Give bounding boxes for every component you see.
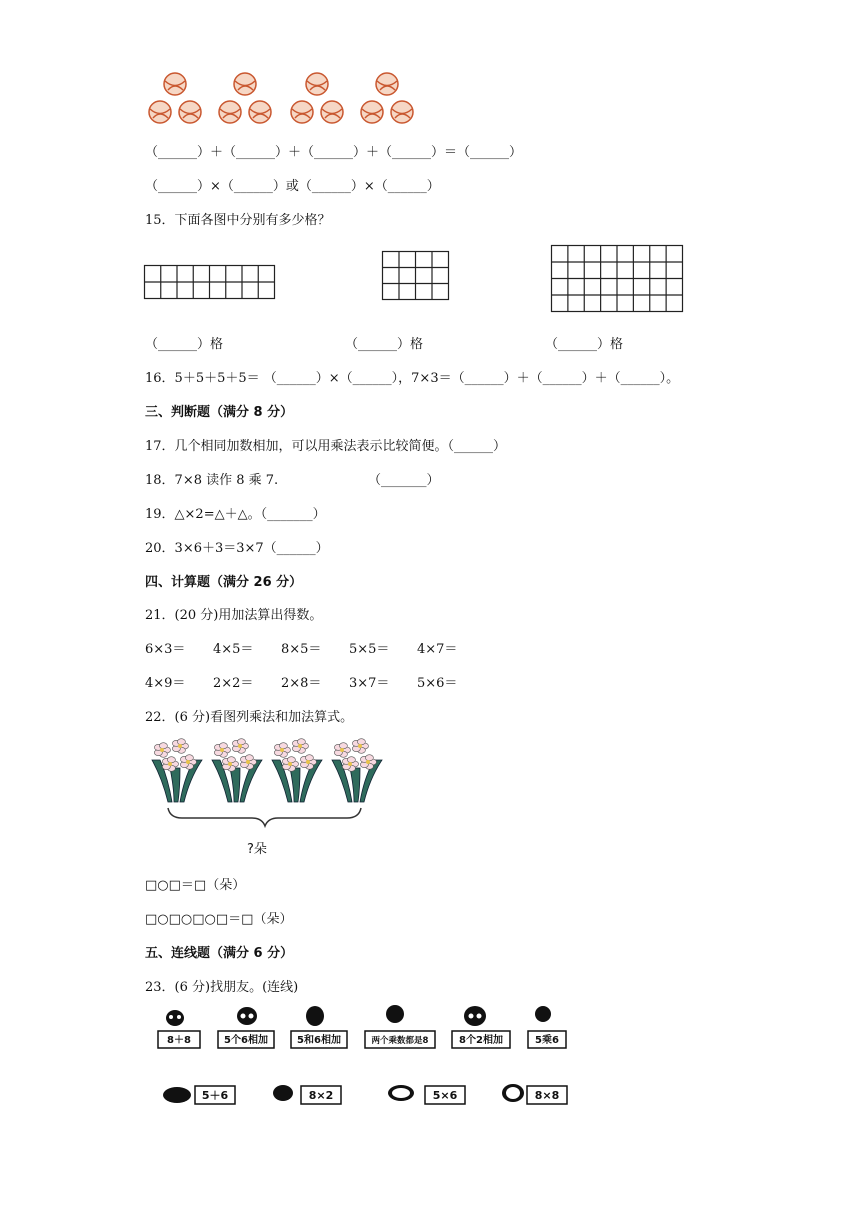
grid-3 bbox=[551, 245, 685, 315]
q19-text: 19．△×2=△＋△。（_______） bbox=[145, 507, 326, 522]
ball-icon bbox=[291, 101, 313, 123]
q21-row1-item: 5×5＝ bbox=[349, 642, 390, 657]
card-5-and-6: 5和6相加 bbox=[297, 1035, 341, 1046]
ball-icon bbox=[361, 101, 383, 123]
ball-icon bbox=[249, 101, 271, 123]
q23-title: 23．(6 分)找朋友。(连线) bbox=[145, 980, 299, 995]
q21-row2-item: 5×6＝ bbox=[417, 676, 458, 691]
q23-bottom-row bbox=[155, 1075, 575, 1115]
ball-icon bbox=[306, 73, 328, 95]
q21-row2-item: 2×8＝ bbox=[281, 676, 322, 691]
q15-answer-2: （______）格 bbox=[345, 337, 424, 352]
card-8-times-2: 8×2 bbox=[308, 1089, 334, 1102]
ant-icon bbox=[273, 1085, 293, 1101]
grid-2 bbox=[382, 251, 452, 301]
q21-row1-item: 6×3＝ bbox=[145, 642, 186, 657]
flower-clump-icon bbox=[272, 739, 322, 802]
q21-row2-item: 2×2＝ bbox=[213, 676, 254, 691]
q14-multiplication-line: （______）×（______）或（______）×（______） bbox=[145, 179, 440, 194]
q15-title: 15．下面各图中分别有多少格？ bbox=[145, 213, 331, 228]
q20-text: 20．3×6＋3＝3×7（______） bbox=[145, 541, 329, 556]
q21-row1-item: 8×5＝ bbox=[281, 642, 322, 657]
bird-icon bbox=[163, 1087, 191, 1103]
card-both-8: 两个乘数都是8 bbox=[371, 1036, 429, 1046]
card-8-times-8: 8×8 bbox=[534, 1089, 560, 1102]
card-5x6: 5×6 bbox=[432, 1089, 458, 1102]
card-5-times-6: 5乘6 bbox=[535, 1035, 559, 1046]
flower-clump-icon bbox=[212, 739, 262, 802]
q23-top-row bbox=[155, 1000, 575, 1050]
grid-1 bbox=[144, 265, 276, 301]
q21-row1-item: 4×7＝ bbox=[417, 642, 458, 657]
q18-blank: （_______） bbox=[368, 473, 440, 488]
panda-icon bbox=[237, 1007, 257, 1025]
section-5-heading: 五、连线题（满分 6 分） bbox=[145, 946, 294, 961]
q17-text: 17．几个相同加数相加，可以用乘法表示比较简便。（______） bbox=[145, 439, 507, 454]
q22-line-1: □○□＝□（朵） bbox=[145, 878, 246, 893]
q22-title: 22．(6 分)看图列乘法和加法算式。 bbox=[145, 710, 354, 725]
brace-label: ?朵 bbox=[247, 842, 267, 857]
q21-row2-item: 4×9＝ bbox=[145, 676, 186, 691]
flowers-picture bbox=[142, 738, 392, 828]
ball-icon bbox=[376, 73, 398, 95]
ball-icon bbox=[179, 101, 201, 123]
section-4-heading: 四、计算题（满分 26 分） bbox=[145, 575, 303, 590]
rabbit-icon bbox=[535, 1006, 551, 1022]
ball-icon bbox=[164, 73, 186, 95]
ball-icon bbox=[321, 101, 343, 123]
q14-addition-line: （______）＋（______）＋（______）＋（______）＝（______） bbox=[145, 145, 523, 160]
q18-text: 18．7×8 读作 8 乘 7. bbox=[145, 473, 279, 488]
dog-icon bbox=[386, 1005, 404, 1023]
balls-picture bbox=[140, 72, 420, 132]
cow-icon bbox=[166, 1010, 184, 1026]
ball-icon bbox=[391, 101, 413, 123]
q21-row1-item: 4×5＝ bbox=[213, 642, 254, 657]
q16-text: 16．5＋5＋5＋5＝ （______）×（______），7×3＝（______）＋（______）＋（______）。 bbox=[145, 371, 680, 386]
q21-row2-item: 3×7＝ bbox=[349, 676, 390, 691]
ball-icon bbox=[149, 101, 171, 123]
card-5-sixes: 5个6相加 bbox=[224, 1035, 268, 1046]
ball-icon bbox=[234, 73, 256, 95]
q22-line-2: □○□○□○□＝□（朵） bbox=[145, 912, 293, 927]
section-3-heading: 三、判断题（满分 8 分） bbox=[145, 405, 294, 420]
flower-clump-icon bbox=[152, 739, 202, 802]
flower-clump-icon bbox=[332, 739, 382, 802]
q15-answer-1: （______）格 bbox=[145, 337, 224, 352]
card-5-plus-6: 5＋6 bbox=[201, 1089, 229, 1102]
cat-icon bbox=[306, 1006, 324, 1026]
ball-icon bbox=[219, 101, 241, 123]
q15-answer-3: （______）格 bbox=[545, 337, 624, 352]
card-8-plus-8: 8＋8 bbox=[167, 1035, 191, 1046]
q21-title: 21．(20 分)用加法算出得数。 bbox=[145, 608, 323, 623]
card-8-twos: 8个2相加 bbox=[459, 1035, 503, 1046]
panda-icon bbox=[464, 1006, 486, 1026]
